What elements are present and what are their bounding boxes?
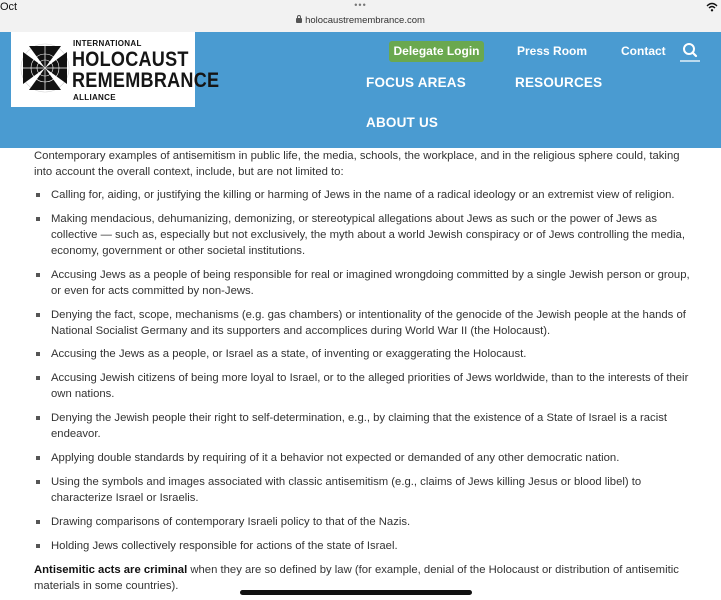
status-time: Oct	[0, 1, 18, 13]
list-item: Holding Jews collectively responsible for actions of the state of Israel.	[34, 538, 694, 554]
list-item: Drawing comparisons of contemporary Israeli policy to that of the Nazis.	[34, 514, 694, 530]
nav-resources[interactable]: RESOURCES	[515, 75, 603, 90]
list-item: Denying the fact, scope, mechanisms (e.g. gas chambers) or intentionality of the genocide of the Jewish people at the hands of National Socialist Germany and its supporters and accomplices during World War II (the Holocaust).	[34, 307, 694, 339]
bullet-marker	[36, 217, 40, 221]
press-room-link[interactable]: Press Room	[517, 44, 588, 58]
delegate-login-button[interactable]: Delegate Login	[389, 41, 484, 62]
lock-icon	[296, 18, 302, 23]
logo-text-remembrance: REMEMBRANCE	[72, 69, 220, 92]
list-item: Calling for, aiding, or justifying the killing or harming of Jews in the name of a radical ideology or an extremist view of religion.	[34, 187, 694, 203]
list-item: Denying the Jewish people their right to self-determination, e.g., by claiming that the existence of a State of Israel is a racist endeavor.	[34, 410, 694, 442]
logo-text-alliance: ALLIANCE	[73, 93, 116, 102]
bullet-marker	[36, 376, 40, 380]
list-item: Making mendacious, dehumanizing, demonizing, or stereotypical allegations about Jews as such or the power of Jews as collective — such as, especially but not exclusively, the myth about a world Jewish conspiracy or of Jews controlling the media, economy, government or other societal institutions.	[34, 211, 694, 259]
list-item: Accusing Jews as a people of being responsible for real or imagined wrongdoing committed by a single Jewish person or group, or even for acts committed by non-Jews.	[34, 267, 694, 299]
address-bar[interactable]	[0, 15, 721, 26]
contact-link[interactable]: Contact	[621, 44, 666, 58]
bullet-marker	[36, 416, 40, 420]
bullet-marker	[36, 520, 40, 524]
list-item: Accusing the Jews as a people, or Israel as a state, of inventing or exaggerating the Holocaust.	[34, 346, 694, 362]
bullet-marker	[36, 313, 40, 317]
list-item: Applying double standards by requiring of it a behavior not expected or demanded of any other democratic nation.	[34, 450, 694, 466]
address-url: holocaustremembrance.com	[305, 15, 425, 26]
bullet-marker	[36, 273, 40, 277]
nav-about-us[interactable]: ABOUT US	[366, 115, 439, 130]
bullet-marker	[36, 456, 40, 460]
bullet-marker	[36, 480, 40, 484]
nav-focus-areas[interactable]: FOCUS AREAS	[366, 75, 466, 90]
list-item: Accusing Jewish citizens of being more loyal to Israel, or to the alleged priorities of Jews worldwide, than to the interests of their own nations.	[34, 370, 694, 402]
closing-bold-text: Antisemitic acts are criminal	[34, 564, 188, 576]
globe-logo-icon	[19, 42, 71, 94]
home-indicator[interactable]	[240, 590, 472, 595]
closing-text: when they are so defined by law (for example, denial of the Holocaust or distribution of antisemitic materials in some countries).	[34, 564, 679, 592]
bullet-marker	[36, 352, 40, 356]
bullet-marker	[36, 193, 40, 197]
intro-paragraph: Contemporary examples of antisemitism in public life, the media, schools, the workplace, and in the religious sphere could, taking into account the overall context, include, but are not limited to:	[34, 150, 680, 178]
browser-status-bar	[0, 0, 721, 32]
tab-overview-dots[interactable]: •••	[354, 0, 367, 10]
logo-text-holocaust: HOLOCAUST	[72, 48, 189, 71]
ihra-logo[interactable]	[11, 32, 220, 107]
bullet-marker	[36, 544, 40, 548]
site-header	[0, 32, 721, 148]
wifi-icon	[706, 2, 718, 12]
list-item: Using the symbols and images associated with classic antisemitism (e.g., claims of Jews killing Jesus or blood libel) to characterize Israel or Israelis.	[34, 474, 694, 506]
search-icon[interactable]	[680, 41, 700, 63]
logo-text-international: INTERNATIONAL	[73, 39, 142, 48]
